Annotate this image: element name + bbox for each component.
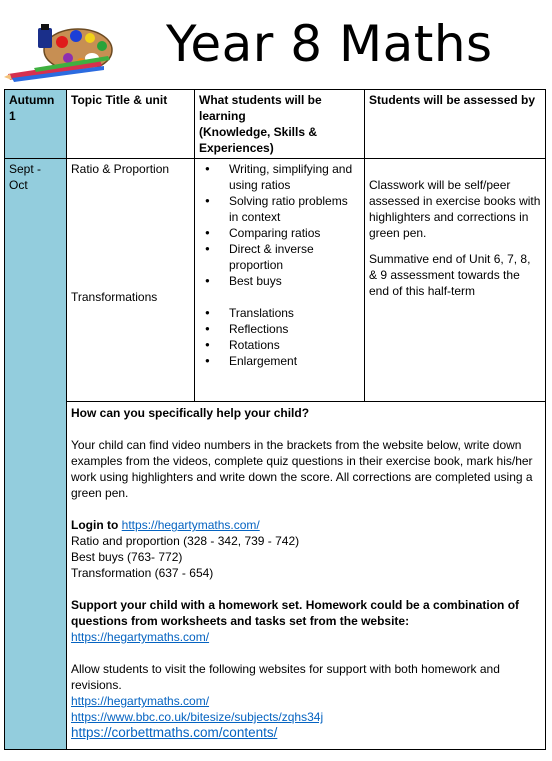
- list-item: ● Rotations: [229, 337, 360, 353]
- assessment-summative: Summative end of Unit 6, 7, 8, & 9 assessment towards the end of this half-term: [369, 252, 531, 298]
- bbc-bitesize-link[interactable]: https://www.bbc.co.uk/bitesize/subjects/zqhs34j: [71, 710, 324, 724]
- learning-header: [195, 90, 365, 159]
- hegarty-link[interactable]: https://hegartymaths.com/: [71, 694, 210, 708]
- homework-link[interactable]: https://hegartymaths.com/: [71, 630, 210, 644]
- list-item: ● Comparing ratios: [229, 225, 360, 241]
- login-link[interactable]: https://hegartymaths.com/: [121, 518, 260, 532]
- login-line: [71, 517, 541, 533]
- corbettmaths-link[interactable]: https://corbettmaths.com/contents/: [71, 725, 278, 740]
- ratio-objectives: [199, 161, 360, 289]
- page-title: Year 8 Maths: [166, 15, 493, 73]
- ref-ratio: Ratio and proportion (328 - 342, 739 - 742): [71, 534, 300, 548]
- ref-transformation: Transformation (637 - 654): [71, 566, 214, 580]
- list-item: ● Reflections: [229, 321, 360, 337]
- list-item: ● Translations: [229, 305, 360, 321]
- term-dates: [5, 159, 67, 750]
- ref-best-buys: Best buys (763- 772): [71, 550, 183, 564]
- assessed-header: Students will be assessed by: [365, 90, 546, 159]
- list-item: ● Solving ratio problems in context: [229, 193, 360, 225]
- homework-text: Support your child with a homework set. Homework could be a combination of questions from worksheets and tasks set from the website:: [71, 598, 520, 628]
- dates-text: Sept - Oct: [9, 162, 42, 192]
- assessment-cell: [365, 159, 546, 402]
- help-intro: Your child can find video numbers in the brackets from the website below, write down examples from the videos, complete quiz questions in their exercise book, mark his/her work using highlighters and write down the score. All corrections are completed using a green pen.: [71, 438, 533, 500]
- help-heading: How can you specifically help your child?: [71, 406, 310, 420]
- art-palette-logo: [4, 22, 116, 84]
- revision-text: Allow students to visit the following websites for support with both homework and revisions.: [71, 662, 500, 692]
- learning-cell: [195, 159, 365, 402]
- list-item: ● Enlargement: [229, 353, 360, 369]
- topic-header: Topic Title & unit: [67, 90, 195, 159]
- transformation-objectives: [199, 305, 360, 369]
- topic-cell: [67, 159, 195, 402]
- topic-ratio: Ratio & Proportion: [71, 162, 170, 176]
- help-section: [67, 402, 546, 750]
- assessment-classwork: Classwork will be self/peer assessed in exercise books with highlighters and corrections in green pen.: [369, 178, 541, 240]
- list-item: ● Best buys: [229, 273, 360, 289]
- list-item: ● Writing, simplifying and using ratios: [229, 161, 360, 193]
- learning-header-text: What students will be learning (Knowledge, Skills & Experiences): [199, 93, 322, 155]
- list-item: ● Direct & inverse proportion: [229, 241, 360, 273]
- term-header: Autumn 1: [5, 90, 67, 159]
- topic-transformations: Transformations: [71, 290, 158, 304]
- curriculum-table: [4, 89, 546, 750]
- login-label: Login to: [71, 518, 119, 532]
